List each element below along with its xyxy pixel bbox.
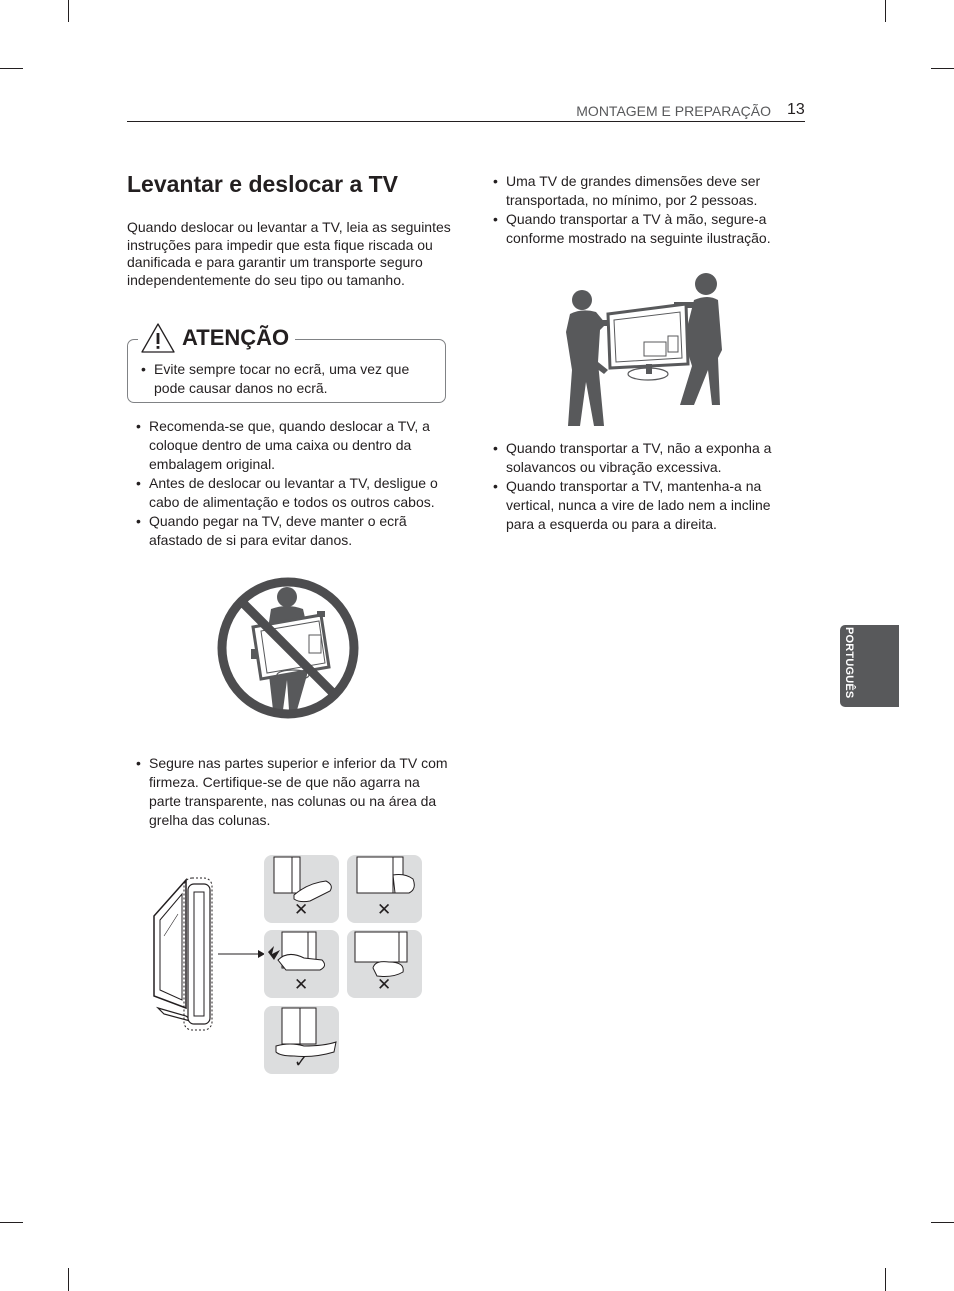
- caution-list: [141, 360, 436, 398]
- right-bullet-list-1: [493, 172, 793, 248]
- language-tab-label: PORTUGUÊS: [843, 627, 855, 699]
- caution-item: • Evite sempre tocar no ecrã, uma vez que pode causar danos no ecrã.: [141, 360, 436, 398]
- check-icon: ✓: [294, 1052, 309, 1071]
- list-item: • Quando transportar a TV, não a exponha a solavancos ou vibração excessiva.: [493, 439, 793, 477]
- page-number: 13: [787, 101, 805, 118]
- list-item: • Antes de deslocar ou levantar a TV, desligue o cabo de alimentação e todos os outros cabos.: [136, 474, 448, 512]
- left-bullet-list-2: [136, 754, 448, 830]
- two-person-carry-illustration: [562, 270, 727, 430]
- list-item: • Uma TV de grandes dimensões deve ser transportada, no mínimo, por 2 pessoas.: [493, 172, 793, 210]
- warning-icon: [140, 322, 176, 354]
- crop-mark: [931, 68, 954, 69]
- caution-heading: [138, 318, 295, 358]
- crop-mark: [885, 1268, 886, 1291]
- page-title: Levantar e deslocar a TV: [127, 171, 399, 197]
- intro-paragraph: Quando deslocar ou levantar a TV, leia as seguintes instruções para impedir que esta fique riscada ou danificada e para garantir um transporte seguro independentemente do seu tipo ou tamanho.: [127, 219, 451, 289]
- cross-icon: ✕: [377, 975, 392, 994]
- left-bullet-list-1: [136, 417, 448, 550]
- crop-mark: [0, 1222, 23, 1223]
- language-tab: [840, 625, 899, 707]
- list-item: • Segure nas partes superior e inferior da TV com firmeza. Certifique-se de que não agarra na parte transparente, nas colunas ou na área da grelha das colunas.: [136, 754, 448, 830]
- caution-title: ATENÇÃO: [182, 325, 290, 350]
- tv-side-view-illustration: [150, 876, 265, 1032]
- list-item: • Quando pegar na TV, deve manter o ecrã afastado de si para evitar danos.: [136, 512, 448, 550]
- crop-mark: [0, 68, 23, 69]
- prohibited-carry-illustration: [215, 575, 361, 721]
- header-rule: [127, 121, 805, 122]
- list-item: • Quando transportar a TV à mão, segure-a conforme mostrado na seguinte ilustração.: [493, 210, 793, 248]
- list-item: • Recomenda-se que, quando deslocar a TV, a coloque dentro de uma caixa ou dentro da embalagem original.: [136, 417, 448, 474]
- section-header: MONTAGEM E PREPARAÇÃO: [576, 103, 771, 119]
- crop-mark: [931, 1222, 954, 1223]
- crop-mark: [68, 0, 69, 22]
- cross-icon: ✕: [294, 900, 309, 919]
- right-bullet-list-2: [493, 439, 793, 534]
- list-item: • Quando transportar a TV, mantenha-a na vertical, nunca a vire de lado nem a incline para a esquerda ou para a direita.: [493, 477, 793, 534]
- crop-mark: [885, 0, 886, 22]
- crop-mark: [68, 1268, 69, 1291]
- cross-icon: ✕: [294, 975, 309, 994]
- cross-icon: ✕: [377, 900, 392, 919]
